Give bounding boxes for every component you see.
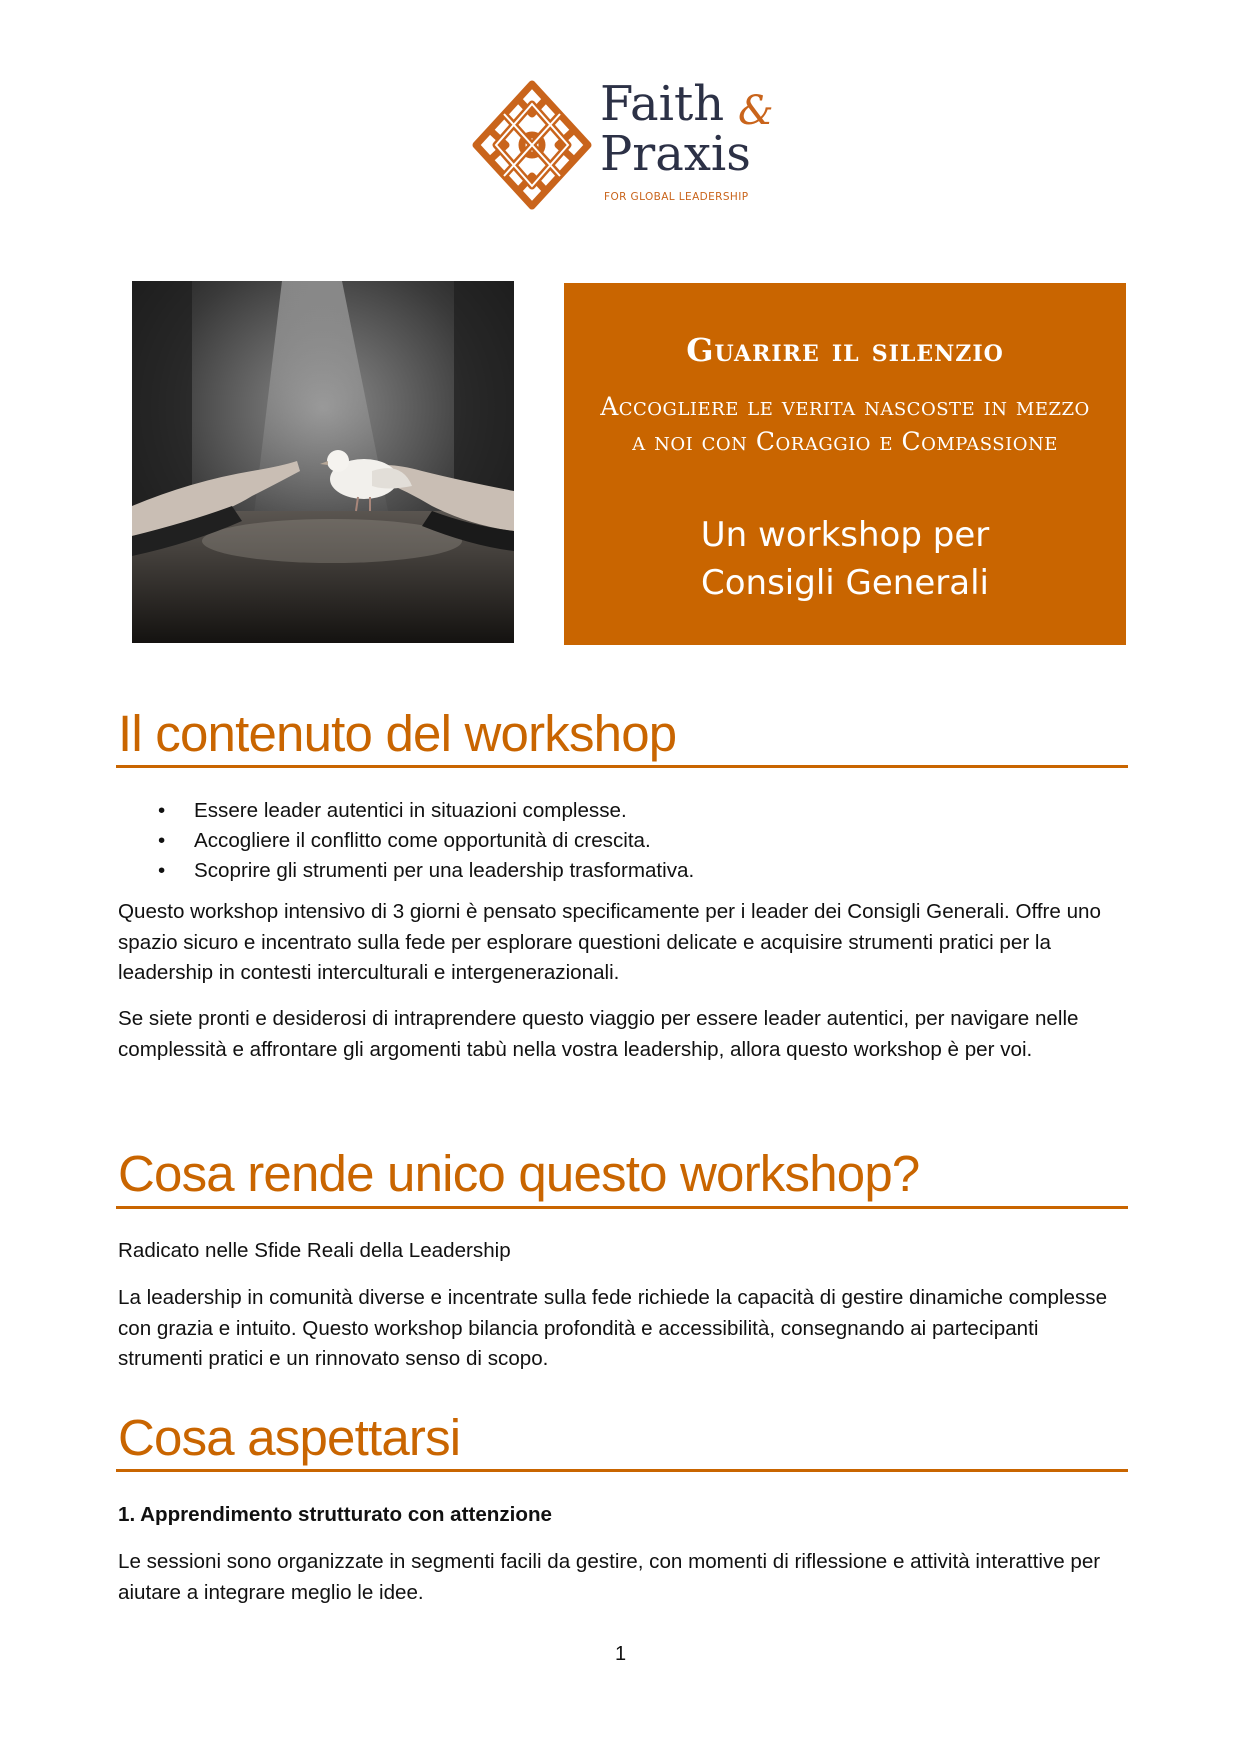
bullet-icon: • (158, 859, 166, 882)
title-banner (564, 283, 1126, 645)
list-item-text: Scoprire gli strumenti per una leadership trasformativa. (194, 859, 695, 882)
banner-workshop-line2: Consigli Generali (701, 563, 989, 603)
logo (470, 76, 774, 212)
list-item-text: Accogliere il conflitto come opportunità di crescita. (194, 829, 651, 852)
paragraph: La leadership in comunità diverse e incentrate sulla fede richiede la capacità di gestire dinamiche complesse con grazia e intuito. Questo workshop bilancia profondità e accessibilità, consegnando ai partecipanti strumenti pratici e un rinnovato senso di scopo. (118, 1286, 1108, 1370)
hands-dove-image (132, 281, 514, 643)
lead-text: Radicato nelle Sfide Reali della Leadership (118, 1239, 511, 1262)
banner-workshop-line (564, 511, 1126, 607)
banner-workshop-line1: Un workshop per (700, 515, 990, 555)
list-item-text: Essere leader autentici in situazioni complesse. (194, 799, 627, 822)
logo-word-faith: Faith (600, 76, 725, 132)
hero-photo (132, 281, 514, 643)
heading-what-to-expect: Cosa aspettarsi (118, 1409, 461, 1466)
logo-tagline: FOR GLOBAL LEADERSHIP (604, 191, 749, 203)
logo-word-praxis: Praxis (600, 126, 751, 182)
banner-subtitle: Accogliere le verita nascoste in mezzo a noi con Coraggio e Compassione (600, 392, 1090, 456)
bullet-icon: • (158, 799, 166, 822)
paragraph: Le sessioni sono organizzate in segmenti facili da gestire, con momenti di riflessione e attività interattive per aiutare a integrare meglio le idee. (118, 1550, 1101, 1604)
heading-what-makes-unique: Cosa rende unico questo workshop? (118, 1145, 920, 1202)
paragraph: Se siete pronti e desiderosi di intraprendere questo viaggio per essere leader autentici, per navigare nelle complessità e affrontare gli argomenti tabù nella vostra leadership, allora questo workshop è per voi. (118, 1007, 1079, 1061)
banner-title: Guarire il silenzio (686, 331, 1004, 369)
heading-workshop-content: Il contenuto del workshop (118, 705, 677, 762)
page-number: 1 (614, 1643, 627, 1665)
celtic-knot-icon (470, 78, 594, 212)
bullet-icon: • (158, 829, 166, 852)
heading-rule (116, 765, 1128, 768)
subheading: 1. Apprendimento strutturato con attenzione (118, 1503, 553, 1526)
heading-rule (116, 1206, 1128, 1209)
heading-rule (116, 1469, 1128, 1472)
paragraph: Questo workshop intensivo di 3 giorni è pensato specificamente per i leader dei Consigli Generali. Offre uno spazio sicuro e incentrato sulla fede per esplorare questioni delicate e acquisire strumenti pratici per la leadership in contesti interculturali e intergenerazionali. (118, 900, 1101, 984)
logo-ampersand: & (738, 88, 774, 134)
